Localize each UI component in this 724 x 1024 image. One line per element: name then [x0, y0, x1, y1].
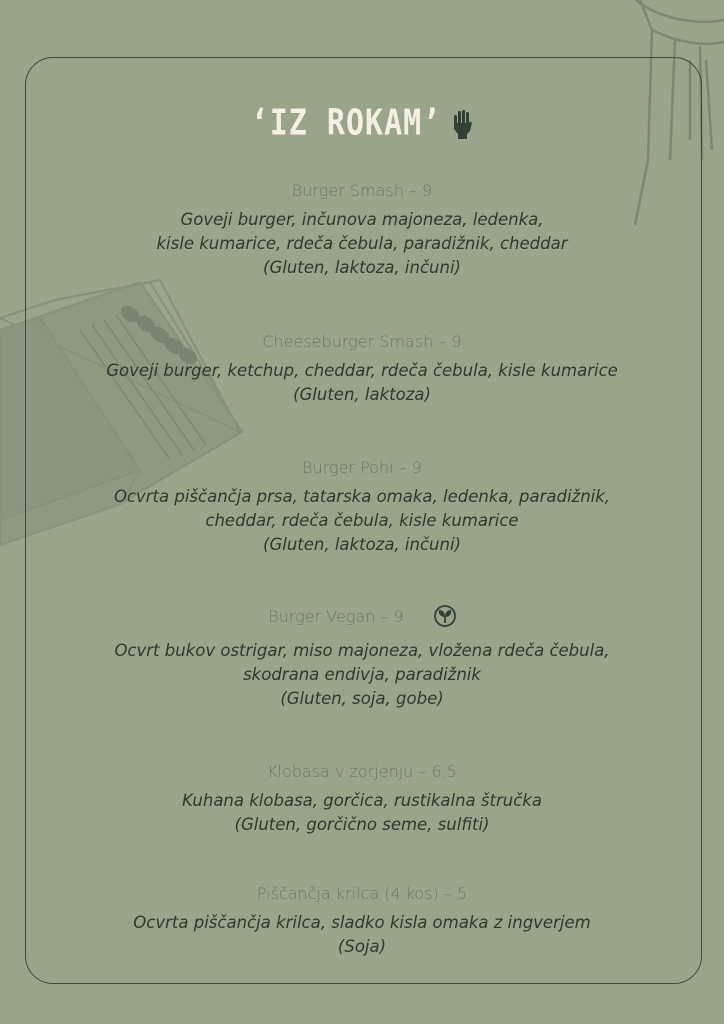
description-line: Goveji burger, inčunova majoneza, ledenka, [180, 210, 544, 229]
menu-title: ‘IZ ROKAM’ [250, 102, 442, 145]
description-line: (Gluten, gorčično seme, sulfiti) [234, 815, 490, 834]
description-line: (Gluten, laktoza, inčuni) [263, 535, 461, 554]
menu-item-piscancja-krilca [0, 884, 724, 959]
item-description [0, 789, 724, 837]
description-line: kisle kumarice, rdeča čebula, paradižnik, cheddar [156, 234, 568, 253]
hand-icon [451, 110, 473, 140]
description-line: skodrana endivja, paradižnik [243, 665, 481, 684]
item-name: Burger Smash – 9 [291, 181, 433, 200]
description-line: (Gluten, laktoza) [293, 385, 431, 404]
item-description [0, 485, 724, 557]
description-line: Kuhana klobasa, gorčica, rustikalna štručka [182, 791, 542, 810]
menu-item-klobasa [0, 762, 724, 837]
item-name: Burger Vegan – 9 [268, 606, 404, 626]
description-line: cheddar, rdeča čebula, kisle kumarice [205, 511, 519, 530]
description-line: (Soja) [337, 937, 387, 956]
item-name: Burger Pohi – 9 [302, 458, 422, 477]
menu-item-cheeseburger-smash [0, 332, 724, 407]
description-line: (Gluten, laktoza, inčuni) [263, 258, 461, 277]
menu-item-burger-vegan [0, 605, 724, 711]
description-line: Ocvrta piščančja krilca, sladko kisla omaka z ingverjem [133, 913, 591, 932]
item-description [0, 639, 724, 711]
menu-item-burger-pohi [0, 458, 724, 557]
item-description [0, 359, 724, 407]
description-line: Ocvrt bukov ostrigar, miso majoneza, vložena rdeča čebula, [114, 641, 610, 660]
description-line: Ocvrta piščančja prsa, tatarska omaka, ledenka, paradižnik, [113, 487, 611, 506]
item-name: Piščančja krilca (4 kos) – 5 [256, 884, 468, 903]
vegan-icon [434, 605, 456, 627]
item-name: Klobasa v zorjenju – 6,5 [267, 762, 457, 781]
menu-header [0, 102, 724, 145]
item-description [0, 911, 724, 959]
menu-item-burger-smash [0, 181, 724, 280]
description-line: Goveji burger, ketchup, cheddar, rdeča čebula, kisle kumarice [106, 361, 618, 380]
description-line: (Gluten, soja, gobe) [280, 689, 444, 708]
item-name: Cheeseburger Smash – 9 [262, 332, 462, 351]
item-name-row [268, 605, 455, 627]
item-description [0, 208, 724, 280]
